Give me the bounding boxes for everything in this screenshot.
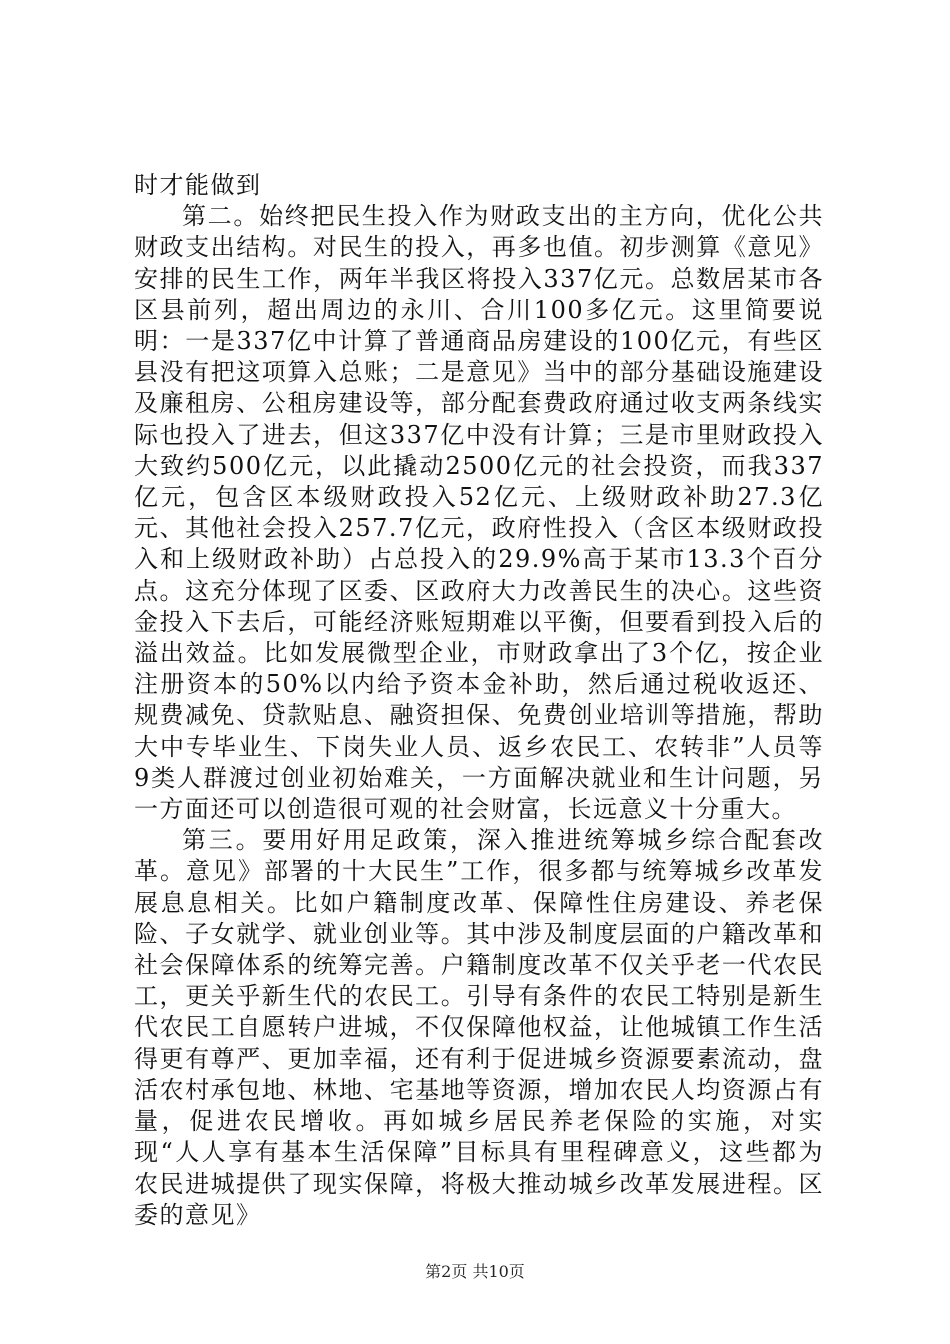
document-body bbox=[134, 170, 824, 1231]
paragraph-continuation: 时才能做到 bbox=[134, 171, 262, 199]
page-number-footer: 第2页 共10页 bbox=[425, 1262, 525, 1281]
paragraph-third-point: 第三。要用好用足政策，深入推进统筹城乡综合配套改革。意见》部署的十大民生”工作，很多都与统筹城乡改革发展息息相关。比如户籍制度改革、保障性住房建设、养老保险、子女就学、就业创业等。其中涉及制度层面的户籍改革和社会保障体系的统筹完善。户籍制度改革不仅关乎老一代农民工，更关乎新生代的农民工。引导有条件的农民工特别是新生代农民工自愿转户进城，不仅保障他权益，让他城镇工作生活得更有尊严、更加幸福，还有利于促进城乡资源要素流动，盘活农村承包地、林地、宅基地等资源，增加农民人均资源占有量，促进农民增收。再如城乡居民养老保险的实施，对实现“人人享有基本生活保障”目标具有里程碑意义，这些都为农民进城提供了现实保障，将极大推动城乡改革发展进程。区委的意见》 bbox=[134, 826, 824, 1229]
paragraph-second-point: 第二。始终把民生投入作为财政支出的主方向，优化公共财政支出结构。对民生的投入，再多也值。初步测算《意见》安排的民生工作，两年半我区将投入337亿元。总数居某市各区县前列，超出周边的永川、合川100多亿元。这里简要说明：一是337亿中计算了普通商品房建设的100亿元，有些区县没有把这项算入总账；二是意见》当中的部分基础设施建设及廉租房、公租房建设等，部分配套费政府通过收支两条线实际也投入了进去，但这337亿中没有计算；三是市里财政投入大致约500亿元，以此撬动2500亿元的社会投资，而我337亿元，包含区本级财政投入52亿元、上级财政补助27.3亿元、其他社会投入257.7亿元，政府性投入（含区本级财政投入和上级财政补助）占总投入的29.9%高于某市13.3个百分点。这充分体现了区委、区政府大力改善民生的决心。这些资金投入下去后，可能经济账短期难以平衡，但要看到投入后的溢出效益。比如发展微型企业，市财政拿出了3个亿，按企业注册资本的50%以内给予资本金补助，然后通过税收返还、规费减免、贷款贴息、融资担保、免费创业培训等措施，帮助大中专毕业生、下岗失业人员、返乡农民工、农转非”人员等9类人群渡过创业初始难关，一方面解决就业和生计问题，另一方面还可以创造很可观的社会财富，长远意义十分重大。 bbox=[134, 202, 824, 824]
